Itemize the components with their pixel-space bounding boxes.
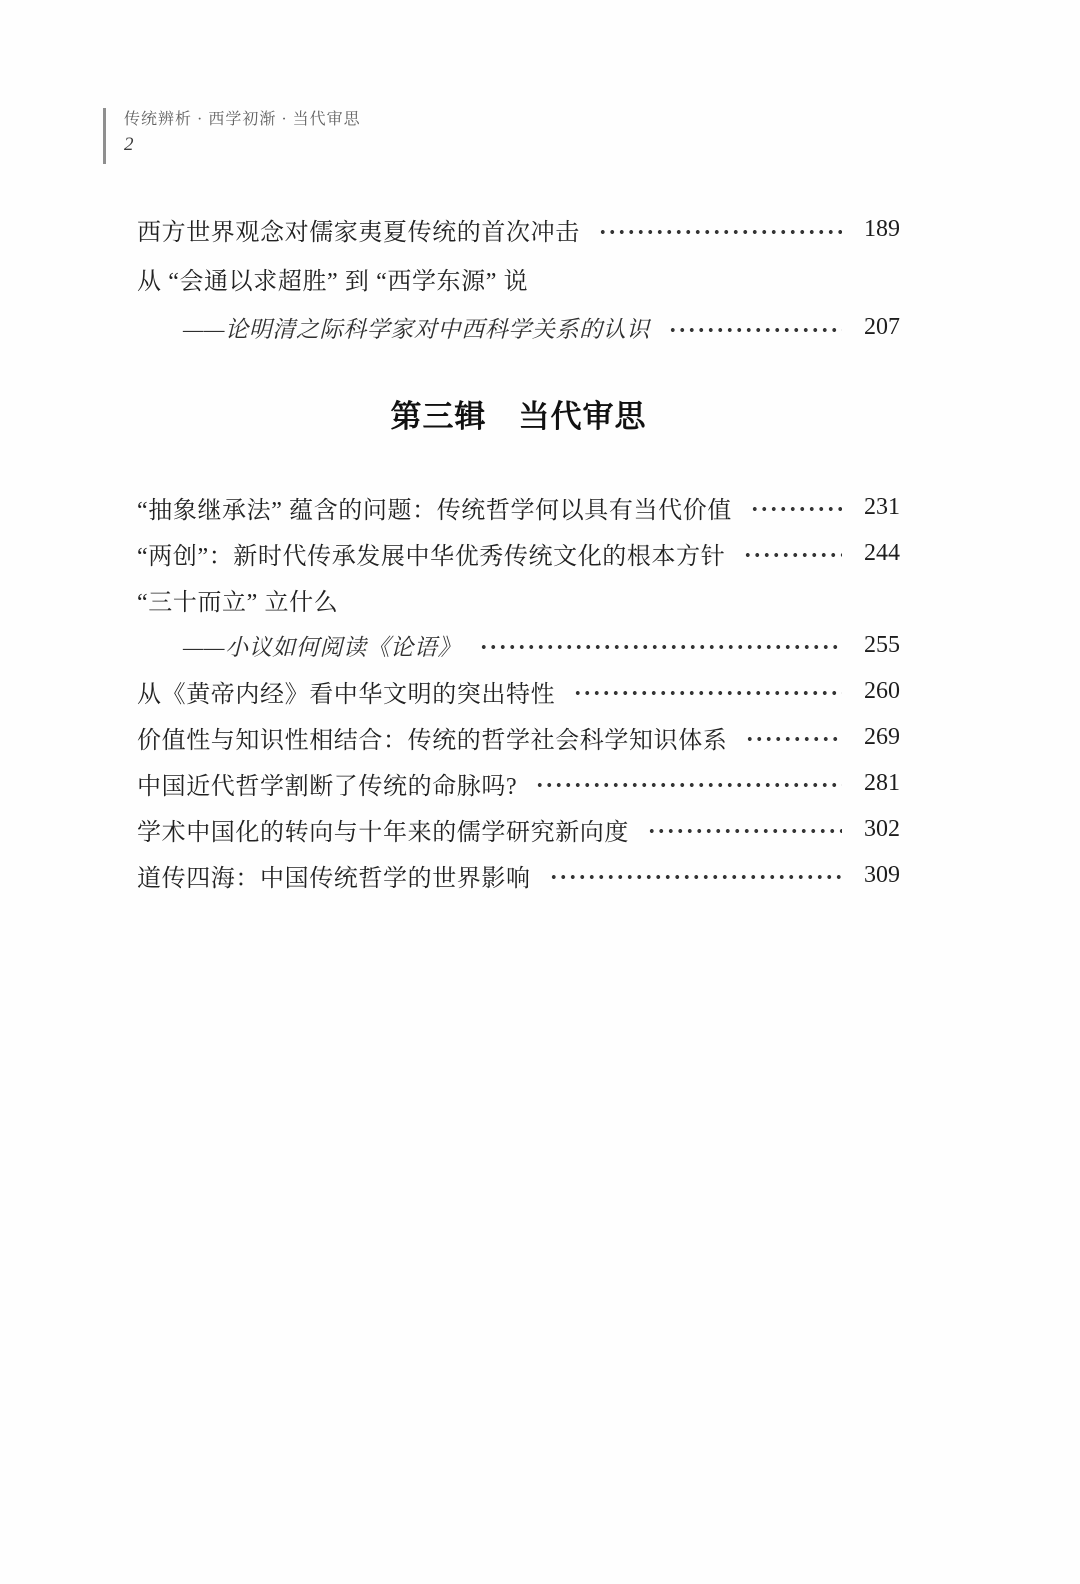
toc-entry-row bbox=[137, 760, 900, 806]
section-heading: 第三辑 当代审思 bbox=[390, 399, 647, 434]
toc-entry-page: 189 bbox=[864, 216, 900, 242]
toc-entry-title: 从 “会通以求超胜” 到 “西学东源” 说 bbox=[137, 269, 529, 295]
dot-leader bbox=[477, 641, 842, 653]
dot-leader bbox=[533, 779, 842, 791]
toc-entry-page: 269 bbox=[864, 723, 900, 750]
toc-entry-title: “三十而立” 立什么 bbox=[137, 589, 339, 616]
toc-entry-title: 道传四海：中国传统哲学的世界影响 bbox=[137, 865, 531, 892]
dot-leader bbox=[741, 549, 842, 561]
dot-leader bbox=[571, 687, 842, 699]
toc-entry-page: 260 bbox=[864, 677, 900, 704]
toc-entry-subtitle-row bbox=[137, 622, 900, 668]
folio-page-number: 2 bbox=[124, 134, 134, 155]
dot-leader bbox=[645, 825, 842, 837]
toc-entry-title: 价值性与知识性相结合：传统的哲学社会科学知识体系 bbox=[137, 727, 728, 754]
toc-entry-row bbox=[137, 806, 900, 852]
toc-entry-page: 207 bbox=[864, 314, 900, 340]
toc-front-group bbox=[137, 205, 900, 352]
toc-entry-page: 309 bbox=[864, 861, 900, 888]
toc-entry-page: 255 bbox=[864, 631, 900, 658]
toc-entry-title: ——论明清之际科学家对中西科学关系的认识 bbox=[183, 317, 650, 342]
toc-entry-title: 西方世界观念对儒家夷夏传统的首次冲击 bbox=[137, 220, 580, 246]
toc-entry-title: “抽象继承法” 蕴含的问题：传统哲学何以具有当代价值 bbox=[137, 497, 732, 524]
running-title: 传统辨析 · 西学初渐 · 当代审思 bbox=[124, 111, 361, 128]
toc-entry-title: “两创”：新时代传承发展中华优秀传统文化的根本方针 bbox=[137, 543, 726, 570]
dot-leader bbox=[666, 324, 842, 336]
toc-entry-row bbox=[137, 714, 900, 760]
toc-entry-title: 中国近代哲学割断了传统的命脉吗? bbox=[137, 773, 518, 800]
toc-entry-page: 302 bbox=[864, 815, 900, 842]
dot-leader bbox=[743, 733, 842, 745]
dot-leader bbox=[596, 226, 842, 238]
toc-entry-title: 学术中国化的转向与十年来的儒学研究新向度 bbox=[137, 819, 629, 846]
toc-entry-row bbox=[137, 484, 900, 530]
toc-entry-row bbox=[137, 205, 900, 254]
toc-entry-row bbox=[137, 576, 900, 622]
toc-entry-page: 281 bbox=[864, 769, 900, 796]
toc-entry-row bbox=[137, 852, 900, 898]
toc-section-group bbox=[137, 484, 900, 898]
dot-leader bbox=[748, 503, 842, 515]
running-header bbox=[103, 108, 361, 164]
toc-entry-row bbox=[137, 668, 900, 714]
toc-entry-page: 244 bbox=[864, 539, 900, 566]
toc-entry-row bbox=[137, 254, 900, 303]
toc-entry-page: 231 bbox=[864, 493, 900, 520]
toc-entry-row bbox=[137, 530, 900, 576]
toc-entry-subtitle-row bbox=[137, 303, 900, 352]
toc-entry-title: ——小议如何阅读《论语》 bbox=[183, 634, 462, 660]
dot-leader bbox=[547, 871, 842, 883]
toc-entry-title: 从《黄帝内经》看中华文明的突出特性 bbox=[137, 681, 556, 708]
